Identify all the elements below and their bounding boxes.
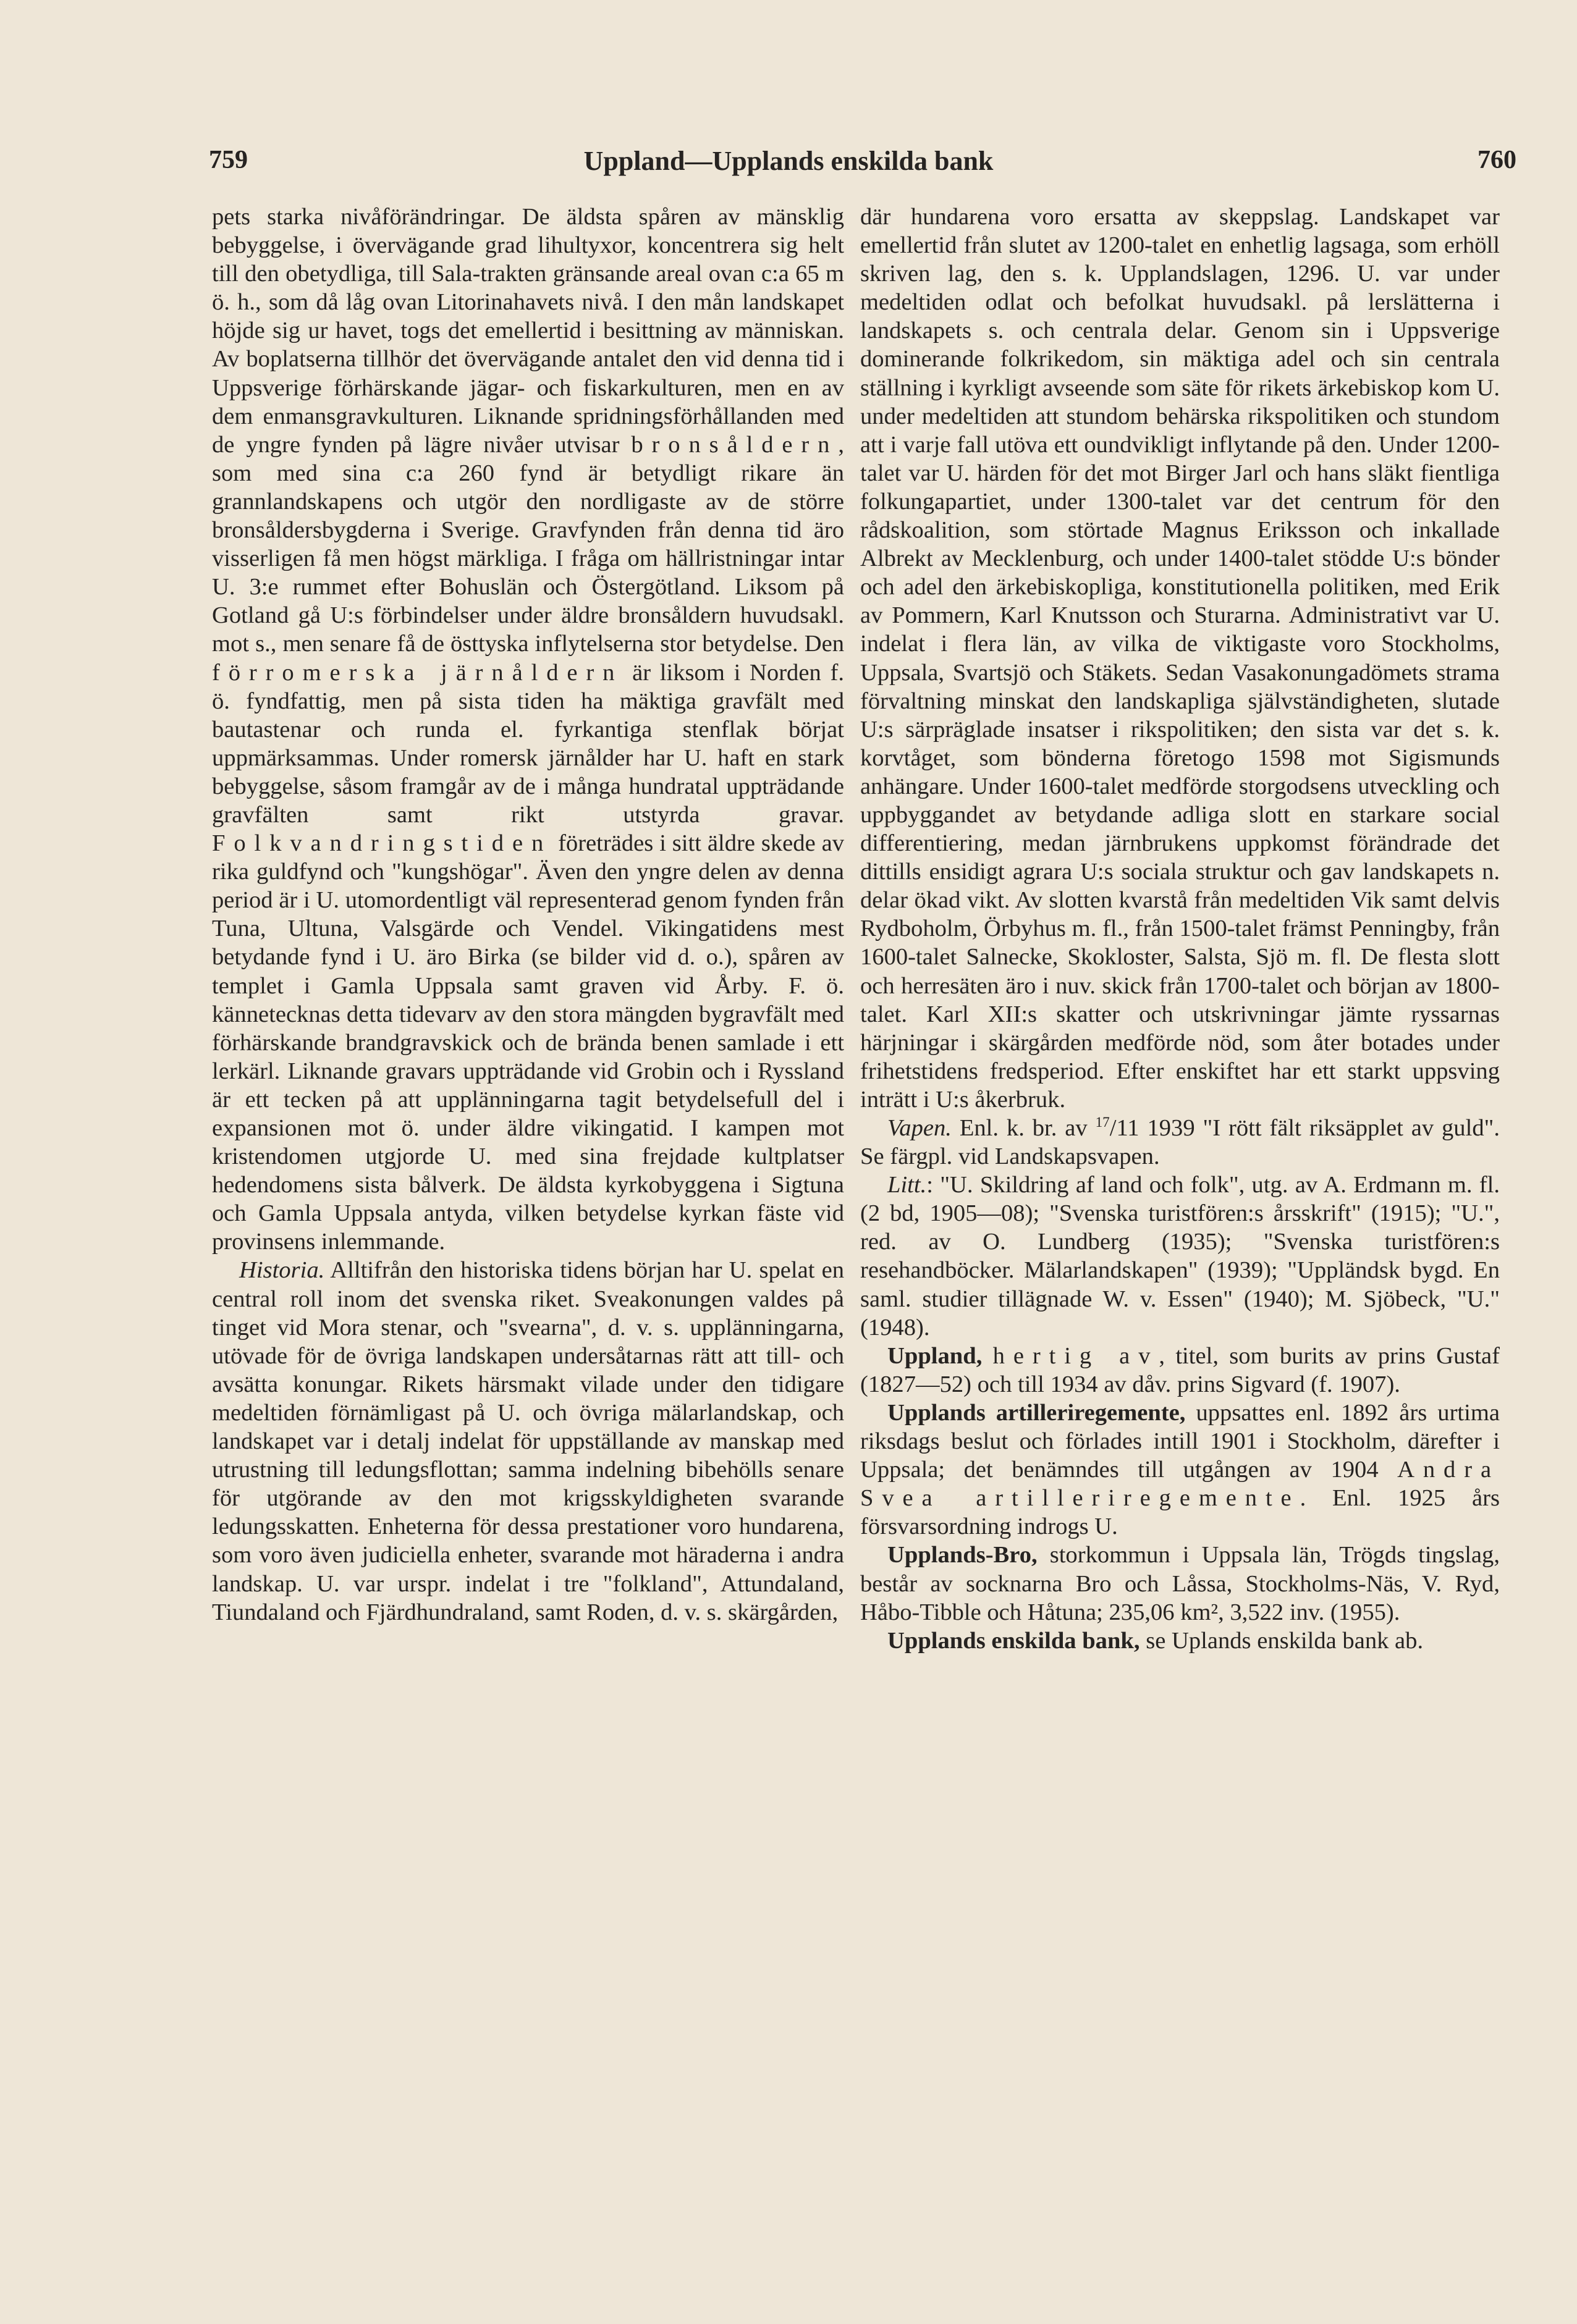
spaced-term-bronze-age: bronsåldern [631, 431, 839, 458]
entry-uppland-hertig [860, 1342, 1500, 1399]
text-run: företrädes i sitt äldre skede av rika guldfynd och "kungshögar". Även den yngre delen av denna period är i U. utomordentligt väl representerad genom fynden från Tuna, Ultuna, Valsgärde och Vendel. Vikingatidens mest betydande fynd i U. äro Birka (se bilder vid d. o.), spåren av templet i Gamla Uppsala samt graven vid Årby. F. ö. kännetecknas detta tidevarv av den stora mängden bygravfält med förhärskande brandgravskick och de brända benen samlade i ett lerkärl. Liknande gravars uppträdande vid Grobin och i Ryssland är ett tecken på att upplänningarna tagit betydelsefull del i expansionen mot ö. under äldre vikingatid. I kampen mot kristendomen utgjorde U. med sina frejdade kultplatser hedendomens sista bålverk. De äldsta kyrkobyggena i Sigtuna och Gamla Uppsala antyda, vilken betydelse kyrkan fäste vid provinsens inlemmande. [212, 830, 844, 1255]
text-run: är liksom i Norden f. ö. fyndfattig, men på sista tiden ha mäktiga gravfält med bautastenar och runda el. fyrkantiga stenflak börjat uppmärksammas. Under romersk järnålder har U. haft en stark bebyggelse, såsom framgår av de i många hundratal uppträdande gravfälten samt rikt utstyrda gravar. [212, 659, 844, 828]
history-paragraph [212, 1256, 844, 1626]
headword: Upplands enskilda bank, [887, 1627, 1140, 1654]
left-column [212, 203, 844, 1627]
coat-of-arms-paragraph [860, 1114, 1500, 1171]
spaced-term: hertig av [992, 1342, 1159, 1369]
page-header [0, 145, 1577, 188]
text-run: Alltifrån den historiska tidens början har U. spelat en central roll inom det svenska riket. Sveakonungen valdes på tinget vid Mora stenar, och "svearna", d. v. s. upplänningarna, utövade för de övriga landskapen undersåtarnas rätt att till- och avsätta konungar. Rikets härsmakt vilade under den tidigare medeltiden förnämligast på U. och övriga mälarlandskap, och landskapet var i detalj indelat för uppställande av manskap med utrustning till ledungsflottan; samma indelning bibehölls senare för utgörande av den mot krigsskyldigheten svarande ledungsskatten. Enheterna för dessa prestationer voro hundarena, som voro även judiciella enheter, svarande mot häraderna i andra landskap. U. var urspr. indelat i tre "folkland", Attundaland, Tiundaland och Fjärdhundraland, samt Roden, d. v. s. skärgården, [212, 1257, 844, 1625]
page-number-left: 759 [209, 146, 248, 174]
date-superscript: 17 [1095, 1114, 1110, 1131]
right-column [860, 203, 1500, 1655]
text-run: : "U. Skildring af land och folk", utg. av A. Erdmann m. fl. (2 bd, 1905—08); "Svenska turistfören:s årsskrift" (1915); "U.", red. av O. Lundberg (1935); "Svenska turistfören:s resehandböcker. Mälarlandskapen" (1939); "Uppländsk bygd. En saml. studier tillägnade W. v. Essen" (1940); M. Sjöbeck, "U." (1948). [860, 1172, 1500, 1341]
section-label-litt: Litt. [887, 1172, 927, 1198]
headword: Uppland, [887, 1342, 983, 1369]
text-run: Enl. k. br. av [959, 1115, 1088, 1141]
page-number-right: 760 [1478, 146, 1516, 174]
text-run: , titel, som burits av prins Gustaf (1827—52) och till 1934 av dåv. prins Sigvard (f. 1907). [860, 1342, 1500, 1397]
entry-upplands-artilleriregemente [860, 1399, 1500, 1541]
text-run: se Uplands enskilda bank ab. [1146, 1627, 1424, 1654]
entry-upplands-bro [860, 1541, 1500, 1626]
text-run: pets starka nivåförändringar. De äldsta spåren av mänsklig bebyggelse, i övervägande grad lihultyxor, koncentrera sig helt till den obetydliga, till Sala-trakten gränsande areal ovan c:a 65 m ö. h., som då låg ovan Litorinahavets nivå. I den mån landskapet höjde sig ur havet, togs det emellertid i besittning av människan. Av boplatserna tillhör det övervägande antalet den vid denna tid i Uppsverige förhärskande jägar- och fiskarkulturen, men en av dem enmansgravkulturen. Liknande spridningsförhållanden med de yngre fynden på lägre nivåer utvisar [212, 204, 844, 458]
literature-paragraph [860, 1171, 1500, 1342]
headword: Upplands-Bro, [887, 1542, 1038, 1568]
section-label-historia: Historia. [239, 1257, 325, 1284]
text-run: storkommun i Uppsala län, Trögds tingslag, består av socknarna Bro och Låssa, Stockholms-Näs, V. Ryd, Håbo-Tibble och Håtuna; 235,06 km², 3,522 inv. (1955). [860, 1542, 1500, 1625]
spaced-term-pre-roman-iron-age: förromerska järnåldern [212, 659, 624, 686]
spaced-term-migration-period: Folkvandringstiden [212, 830, 552, 857]
text-run: , som med sina c:a 260 fynd är betydligt rikare än grannlandskapens och utgör den nordligaste av de större bronsåldersbygderna i Sverige. Gravfynden från denna tid äro visserligen få men högst märkliga. I fråga om hällristningar intar U. 3:e rummet efter Bohuslän och Östergötland. Liksom på Gotland gå U:s förbindelser under äldre bronsåldern huvudsakl. mot s., men senare få de östtyska inflytelserna stor betydelse. Den [212, 431, 844, 657]
history-continued-paragraph [860, 203, 1500, 1114]
section-label-vapen: Vapen. [887, 1115, 952, 1141]
entry-upplands-enskilda-bank [860, 1627, 1500, 1655]
prehistory-paragraph [212, 203, 844, 1256]
text-run: uppsattes enl. 1892 års urtima riksdags beslut och förlades intill 1901 i Stockholm, därefter i Uppsala; det benämndes till utgången av 1904 [860, 1399, 1500, 1483]
text-run: . Enl. 1925 års försvarsordning indrogs U. [860, 1485, 1500, 1540]
text-run: /11 1939 "I rött fält riksäpplet av guld". Se färgpl. vid Landskapsvapen. [860, 1115, 1500, 1170]
headword: Upplands artilleriregemente, [887, 1399, 1186, 1426]
running-title: Uppland—Upplands enskilda bank [583, 146, 994, 176]
text-run: där hundarena voro ersatta av skeppslag. Landskapet var emellertid från slutet av 1200-talet en enhetlig lagsaga, som erhöll skriven lag, den s. k. Upplandslagen, 1296. U. var under medeltiden odlat och befolkat huvudsakl. på lerslätterna i landskapets s. och centrala delar. Genom sin i Uppsverige dominerande folkrikedom, sin mäktiga adel och sin centrala ställning i kyrkligt avseende som säte för rikets ärkebiskop kom U. under medeltiden att stundom behärska rikspolitiken och stundom att i varje fall utöva ett oundvikligt inflytande på den. Under 1200-talet var U. härden för det mot Birger Jarl och hans släkt fientliga folkungapartiet, under 1300-talet var det centrum för den rådskoalition, som störtade Magnus Eriksson och inkallade Albrekt av Mecklenburg, och under 1400-talet stödde U:s bönder och adel den ärkebiskopliga, konstitutionella politiken, med Erik av Pommern, Karl Knutsson och Sturarna. Administrativt var U. indelat i flera län, av vilka de viktigaste voro Stockholms, Uppsala, Svartsjö och Stäkets. Sedan Vasakonungadömets strama förvaltning minskat den landskapliga självständigheten, slutade U:s särpräglade insatser i rikspolitiken; den sista var det s. k. korvtåget, som bönderna företogo 1598 mot Sigismunds anhängare. Under 1600-talet medförde storgodsens utveckling och uppbyggandet av betydande adliga slott en starkare social differentiering, medan järnbrukens uppkomst förändrade det dittills ensidigt agrara U:s sociala struktur och gav landskapets n. delar ökad vikt. Av slotten kvarstå från medeltiden Vik samt delvis Rydboholm, Örbyhus m. fl., från 1500-talet främst Penningby, från 1600-talet Salnecke, Skokloster, Salsta, Sjö m. fl. De flesta slott och herresäten äro i nuv. skick från 1700-talet och början av 1800-talet. Karl XII:s skatter och utskrivningar jämte ryssarnas härjningar i skärgården medförde nöd, som åter botades under frihetstidens fredsperiod. Efter enskiftet har ett starkt uppsving inträtt i U:s åkerbruk. [860, 204, 1500, 1113]
spaced-term: Andra Svea artilleriregemente [860, 1457, 1500, 1512]
